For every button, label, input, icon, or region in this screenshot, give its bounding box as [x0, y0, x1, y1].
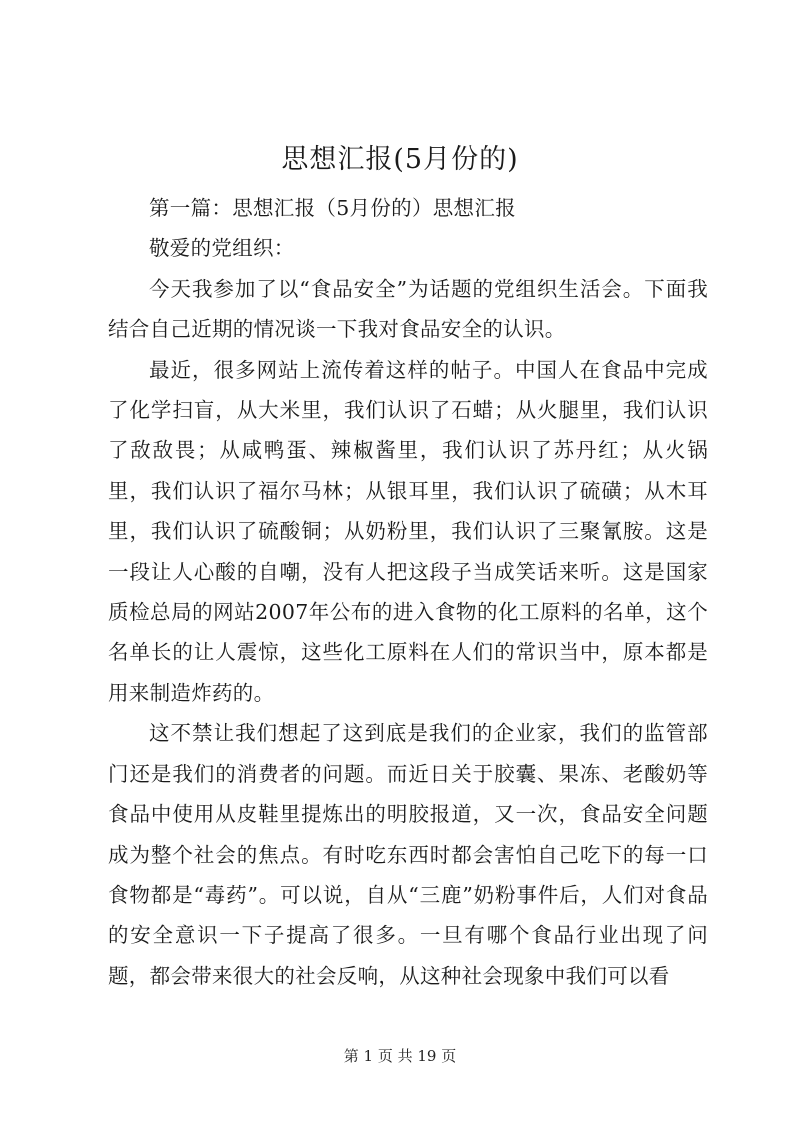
page-footer: 第 1 页 共 19 页: [343, 1047, 457, 1065]
document-title: 思想汇报(5月份的): [281, 144, 519, 175]
paragraph-chemical-list: 最近，很多网站上流传着这样的帖子。中国人在食品中完成了化学扫盲，从大米里，我们认识了石蜡；从火腿里，我们认识了敌敌畏；从咸鸭蛋、辣椒酱里，我们认识了苏丹红；从火锅里，我们认识了福尔马林；从银耳里，我们认识了硫磺；从木耳里，我们认识了硫酸铜；从奶粉里，我们认识了三聚氰胺。这是一段让人心酸的自嘲，没有人把这段子当成笑话来听。这是国家质检总局的网站2007年公布的进入食物的化工原料的名单，这个名单长的让人震惊，这些化工原料在人们的常识当中，原本都是用来制造炸药的。: [108, 357, 708, 705]
paragraph-heading: 第一篇：思想汇报（5月份的）思想汇报: [149, 196, 516, 220]
paragraph-intro: 今天我参加了以“食品安全”为话题的党组织生活会。下面我结合自己近期的情况谈一下我对食品安全的认识。: [108, 276, 708, 342]
paragraph-reflection: 这不禁让我们想起了这到底是我们的企业家，我们的监管部门还是我们的消费者的问题。而近日关于胶囊、果冻、老酸奶等食品中使用从皮鞋里提炼出的明胶报道，又一次，食品安全问题成为整个社会的焦点。有时吃东西时都会害怕自己吃下的每一口食物都是“毒药”。可以说，自从“三鹿”奶粉事件后，人们对食品的安全意识一下子提高了很多。一旦有哪个食品行业出现了问题，都会带来很大的社会反响，从这种社会现象中我们可以看: [108, 721, 708, 988]
document-body: [108, 188, 708, 996]
paragraph-salutation: 敬爱的党组织：: [149, 236, 295, 261]
